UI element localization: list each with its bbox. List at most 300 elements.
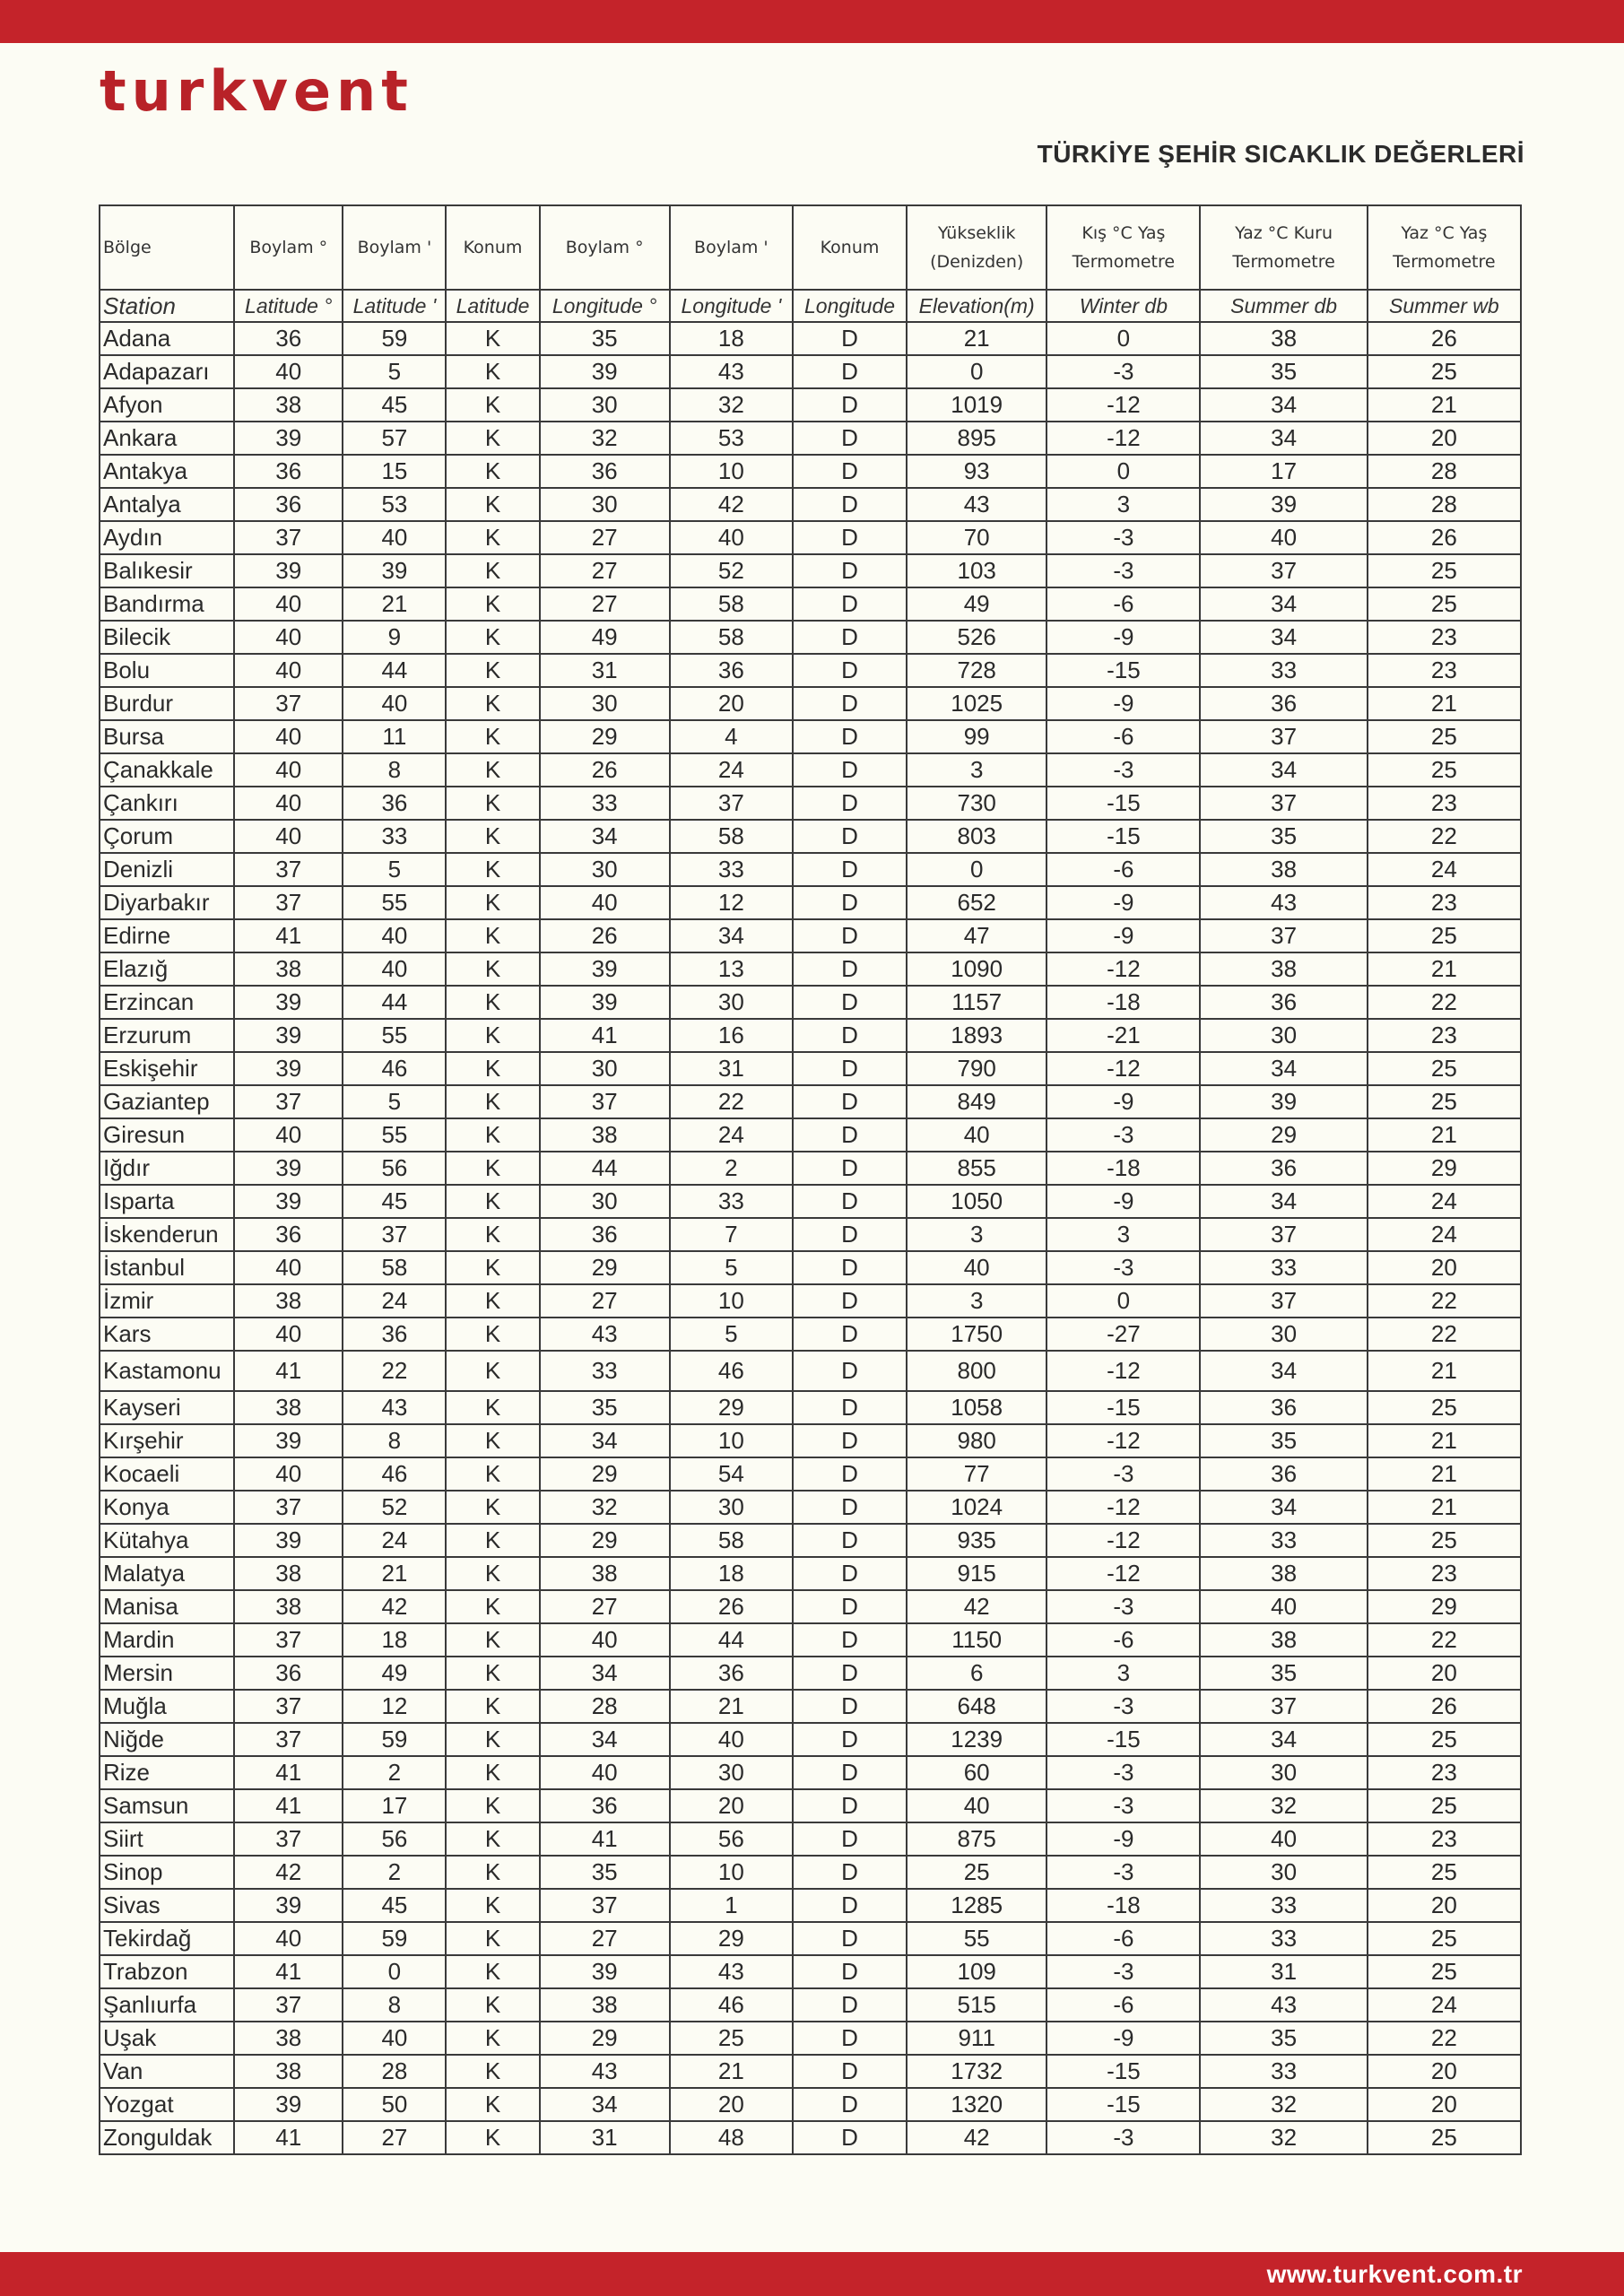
value-cell: D [793,919,907,952]
table-row [100,919,1521,952]
value-cell: 39 [540,355,670,388]
value-cell: 32 [540,422,670,455]
value-cell: 34 [540,2088,670,2121]
value-cell: K [446,853,539,886]
value-cell: 32 [1200,1789,1367,1822]
table-row [100,2121,1521,2154]
value-cell: 29 [1368,1590,1521,1623]
station-cell: Antalya [100,488,234,521]
value-cell: -12 [1046,1424,1200,1457]
value-cell: 49 [343,1657,446,1690]
document-title: TÜRKİYE ŞEHİR SICAKLIK DEĞERLERİ [1037,140,1524,168]
value-cell: D [793,422,907,455]
value-cell: 6 [907,1657,1046,1690]
value-cell: 39 [234,1524,343,1557]
value-cell: 36 [234,1218,343,1251]
table-row [100,1524,1521,1557]
station-cell: Siirt [100,1822,234,1856]
station-cell: Sivas [100,1889,234,1922]
value-cell: 35 [540,322,670,355]
value-cell: K [446,1218,539,1251]
value-cell: 45 [343,1185,446,1218]
value-cell: 39 [1200,1085,1367,1118]
value-cell: -3 [1046,1789,1200,1822]
table-row [100,1657,1521,1690]
value-cell: -3 [1046,355,1200,388]
header-cell-en: Elevation(m) [907,290,1046,322]
value-cell: K [446,1955,539,1988]
value-cell: 21 [1368,1491,1521,1524]
city-temperature-table [99,204,1522,2155]
value-cell: 34 [1200,587,1367,621]
value-cell: 10 [670,1284,793,1318]
value-cell: 41 [540,1822,670,1856]
value-cell: 37 [234,1690,343,1723]
value-cell: 27 [540,1590,670,1623]
value-cell: D [793,455,907,488]
value-cell: 38 [1200,1623,1367,1657]
value-cell: 39 [234,1185,343,1218]
value-cell: D [793,587,907,621]
value-cell: K [446,1185,539,1218]
table-row [100,455,1521,488]
value-cell: K [446,1491,539,1524]
table-row [100,1185,1521,1218]
table-row [100,322,1521,355]
value-cell: 58 [670,587,793,621]
value-cell: K [446,355,539,388]
value-cell: 29 [540,1457,670,1491]
table-row [100,1351,1521,1391]
value-cell: D [793,1690,907,1723]
value-cell: K [446,1457,539,1491]
value-cell: 40 [234,621,343,654]
value-cell: -12 [1046,952,1200,986]
value-cell: D [793,1889,907,1922]
value-cell: 30 [540,388,670,422]
value-cell: K [446,2088,539,2121]
value-cell: 0 [1046,322,1200,355]
value-cell: D [793,1756,907,1789]
value-cell: K [446,952,539,986]
table-row [100,1152,1521,1185]
value-cell: 12 [343,1690,446,1723]
value-cell: D [793,1955,907,1988]
value-cell: 21 [1368,388,1521,422]
value-cell: 40 [540,1756,670,1789]
header-cell: Yükseklik (Denizden) [907,205,1046,290]
value-cell: 34 [1200,1491,1367,1524]
value-cell: D [793,1822,907,1856]
value-cell: 26 [1368,1690,1521,1723]
value-cell: K [446,2022,539,2055]
station-cell: Kastamonu [100,1351,234,1391]
station-cell: Adapazarı [100,355,234,388]
value-cell: 35 [540,1856,670,1889]
station-cell: Eskişehir [100,1052,234,1085]
station-cell: Zonguldak [100,2121,234,2154]
value-cell: 43 [540,1318,670,1351]
value-cell: 5 [670,1318,793,1351]
value-cell: 30 [670,1756,793,1789]
value-cell: 36 [234,322,343,355]
value-cell: 38 [234,2022,343,2055]
value-cell: 60 [907,1756,1046,1789]
table-row [100,1457,1521,1491]
value-cell: 20 [1368,2088,1521,2121]
value-cell: -15 [1046,1723,1200,1756]
value-cell: -18 [1046,1889,1200,1922]
value-cell: 38 [234,1391,343,1424]
table-row [100,1118,1521,1152]
value-cell: D [793,1118,907,1152]
value-cell: 77 [907,1457,1046,1491]
value-cell: 35 [1200,2022,1367,2055]
value-cell: K [446,455,539,488]
value-cell: 56 [343,1822,446,1856]
value-cell: 2 [343,1756,446,1789]
value-cell: -12 [1046,1491,1200,1524]
value-cell: 40 [234,820,343,853]
value-cell: D [793,388,907,422]
value-cell: -6 [1046,720,1200,753]
header-cell-en: Latitude ° [234,290,343,322]
value-cell: K [446,820,539,853]
value-cell: 34 [1200,422,1367,455]
value-cell: 38 [1200,952,1367,986]
value-cell: -18 [1046,986,1200,1019]
value-cell: 30 [1200,1856,1367,1889]
station-cell: Gaziantep [100,1085,234,1118]
value-cell: K [446,1251,539,1284]
value-cell: D [793,952,907,986]
value-cell: D [793,521,907,554]
header-cell: Boylam ' [343,205,446,290]
value-cell: K [446,753,539,787]
header-row-english [100,290,1521,322]
value-cell: K [446,1756,539,1789]
value-cell: -3 [1046,1590,1200,1623]
value-cell: -9 [1046,919,1200,952]
table-row [100,1590,1521,1623]
table-row [100,687,1521,720]
value-cell: 23 [1368,621,1521,654]
value-cell: 22 [343,1351,446,1391]
value-cell: 24 [1368,853,1521,886]
header-row-turkish [100,205,1521,290]
value-cell: 25 [1368,1955,1521,1988]
value-cell: 23 [1368,1756,1521,1789]
value-cell: K [446,1118,539,1152]
value-cell: 56 [670,1822,793,1856]
value-cell: 3 [907,1218,1046,1251]
value-cell: 40 [234,654,343,687]
value-cell: 21 [1368,1457,1521,1491]
value-cell: 43 [1200,1988,1367,2022]
value-cell: 10 [670,1856,793,1889]
station-cell: Uşak [100,2022,234,2055]
value-cell: D [793,1988,907,2022]
value-cell: 40 [343,521,446,554]
table-row [100,1756,1521,1789]
value-cell: 935 [907,1524,1046,1557]
value-cell: K [446,1723,539,1756]
value-cell: 99 [907,720,1046,753]
table-row [100,2055,1521,2088]
station-cell: Çorum [100,820,234,853]
station-cell: İzmir [100,1284,234,1318]
value-cell: 43 [670,355,793,388]
value-cell: K [446,1052,539,1085]
value-cell: 25 [1368,554,1521,587]
value-cell: 31 [540,2121,670,2154]
value-cell: D [793,1524,907,1557]
value-cell: 46 [670,1988,793,2022]
value-cell: 58 [670,1524,793,1557]
value-cell: 27 [540,587,670,621]
value-cell: 20 [1368,2055,1521,2088]
table-row [100,1623,1521,1657]
value-cell: 42 [343,1590,446,1623]
value-cell: 45 [343,1889,446,1922]
table-row [100,820,1521,853]
station-cell: Niğde [100,1723,234,1756]
value-cell: 22 [1368,820,1521,853]
value-cell: 31 [540,654,670,687]
table-row [100,1424,1521,1457]
value-cell: 11 [343,720,446,753]
value-cell: D [793,1723,907,1756]
value-cell: 38 [1200,322,1367,355]
value-cell: 37 [234,1723,343,1756]
value-cell: 50 [343,2088,446,2121]
value-cell: 0 [1046,455,1200,488]
value-cell: 25 [1368,720,1521,753]
value-cell: 27 [540,1284,670,1318]
value-cell: D [793,986,907,1019]
value-cell: 21 [670,1690,793,1723]
value-cell: 26 [1368,322,1521,355]
value-cell: 36 [670,1657,793,1690]
value-cell: 53 [670,422,793,455]
value-cell: 20 [1368,1889,1521,1922]
value-cell: -12 [1046,1052,1200,1085]
table-body [100,322,1521,2154]
value-cell: 1019 [907,388,1046,422]
station-cell: Balıkesir [100,554,234,587]
value-cell: 652 [907,886,1046,919]
value-cell: 34 [540,1424,670,1457]
header-cell-en: Latitude [446,290,539,322]
table-row [100,1251,1521,1284]
value-cell: K [446,1085,539,1118]
value-cell: 27 [540,1922,670,1955]
value-cell: 34 [1200,1351,1367,1391]
value-cell: 22 [1368,1623,1521,1657]
value-cell: 43 [343,1391,446,1424]
value-cell: -9 [1046,2022,1200,2055]
station-cell: Tekirdağ [100,1922,234,1955]
value-cell: 55 [343,1019,446,1052]
value-cell: 28 [1368,455,1521,488]
station-cell: Şanlıurfa [100,1988,234,2022]
value-cell: -3 [1046,1955,1200,1988]
value-cell: 9 [343,621,446,654]
header-cell: Kış °C Yaş Termometre [1046,205,1200,290]
value-cell: K [446,554,539,587]
value-cell: 30 [540,1052,670,1085]
value-cell: 27 [343,2121,446,2154]
station-cell: Kırşehir [100,1424,234,1457]
value-cell: 17 [1200,455,1367,488]
table-row [100,1690,1521,1723]
station-cell: Manisa [100,1590,234,1623]
website-link[interactable]: www.turkvent.com.tr [1266,2260,1523,2288]
value-cell: 70 [907,521,1046,554]
table-row [100,1318,1521,1351]
value-cell: D [793,687,907,720]
table-row [100,1988,1521,2022]
value-cell: 37 [234,853,343,886]
value-cell: 38 [234,1284,343,1318]
value-cell: 36 [1200,687,1367,720]
value-cell: D [793,853,907,886]
turkvent-logo: turkvent [100,58,413,124]
value-cell: D [793,1251,907,1284]
value-cell: 37 [343,1218,446,1251]
value-cell: 803 [907,820,1046,853]
station-cell: Kars [100,1318,234,1351]
value-cell: 34 [1200,753,1367,787]
value-cell: 40 [670,1723,793,1756]
value-cell: K [446,1988,539,2022]
station-cell: Sinop [100,1856,234,1889]
value-cell: 34 [1200,621,1367,654]
value-cell: -12 [1046,1557,1200,1590]
value-cell: D [793,322,907,355]
value-cell: 40 [907,1789,1046,1822]
value-cell: 37 [234,521,343,554]
value-cell: 2 [670,1152,793,1185]
station-cell: Mersin [100,1657,234,1690]
value-cell: 18 [343,1623,446,1657]
value-cell: 23 [1368,654,1521,687]
value-cell: 40 [907,1118,1046,1152]
value-cell: 43 [1200,886,1367,919]
value-cell: 4 [670,720,793,753]
station-cell: Çankırı [100,787,234,820]
value-cell: 36 [540,1789,670,1822]
value-cell: 1285 [907,1889,1046,1922]
value-cell: 36 [234,455,343,488]
value-cell: 25 [1368,587,1521,621]
header-cell: Boylam ° [234,205,343,290]
value-cell: K [446,621,539,654]
value-cell: D [793,1185,907,1218]
value-cell: 30 [670,1491,793,1524]
value-cell: D [793,1789,907,1822]
value-cell: K [446,687,539,720]
value-cell: 24 [343,1284,446,1318]
value-cell: 36 [234,1657,343,1690]
value-cell: D [793,2121,907,2154]
value-cell: 25 [1368,753,1521,787]
header-cell: Yaz °C Kuru Termometre [1200,205,1367,290]
value-cell: -12 [1046,388,1200,422]
value-cell: 39 [343,554,446,587]
value-cell: 43 [670,1955,793,1988]
value-cell: 13 [670,952,793,986]
value-cell: 42 [907,1590,1046,1623]
value-cell: D [793,1318,907,1351]
value-cell: 22 [670,1085,793,1118]
value-cell: D [793,621,907,654]
value-cell: 25 [670,2022,793,2055]
value-cell: 18 [670,1557,793,1590]
value-cell: 31 [670,1052,793,1085]
value-cell: -27 [1046,1318,1200,1351]
value-cell: 39 [1200,488,1367,521]
value-cell: -9 [1046,886,1200,919]
value-cell: -9 [1046,1822,1200,1856]
station-cell: Erzurum [100,1019,234,1052]
station-cell: Van [100,2055,234,2088]
value-cell: -15 [1046,1391,1200,1424]
value-cell: -3 [1046,2121,1200,2154]
value-cell: 58 [343,1251,446,1284]
value-cell: 18 [670,322,793,355]
value-cell: D [793,2022,907,2055]
header-cell: Boylam ° [540,205,670,290]
value-cell: 44 [540,1152,670,1185]
station-cell: Edirne [100,919,234,952]
value-cell: 29 [670,1922,793,1955]
value-cell: 37 [670,787,793,820]
value-cell: 0 [1046,1284,1200,1318]
value-cell: 980 [907,1424,1046,1457]
value-cell: 29 [1368,1152,1521,1185]
table-row [100,1789,1521,1822]
station-cell: Elazığ [100,952,234,986]
value-cell: K [446,720,539,753]
value-cell: -6 [1046,1922,1200,1955]
value-cell: D [793,2088,907,2121]
value-cell: 32 [1200,2121,1367,2154]
value-cell: 25 [1368,1085,1521,1118]
value-cell: K [446,1351,539,1391]
value-cell: 38 [234,1557,343,1590]
table-row [100,1491,1521,1524]
value-cell: 38 [540,1988,670,2022]
header-cell: Konum [793,205,907,290]
value-cell: D [793,1856,907,1889]
value-cell: -9 [1046,621,1200,654]
value-cell: 25 [1368,355,1521,388]
value-cell: 39 [234,422,343,455]
station-cell: İskenderun [100,1218,234,1251]
value-cell: 25 [1368,919,1521,952]
value-cell: 5 [343,355,446,388]
station-cell: Bilecik [100,621,234,654]
value-cell: D [793,1557,907,1590]
value-cell: K [446,654,539,687]
value-cell: -6 [1046,587,1200,621]
value-cell: 40 [907,1251,1046,1284]
header-cell: Konum [446,205,539,290]
value-cell: 44 [343,654,446,687]
value-cell: 39 [540,986,670,1019]
value-cell: 59 [343,1922,446,1955]
